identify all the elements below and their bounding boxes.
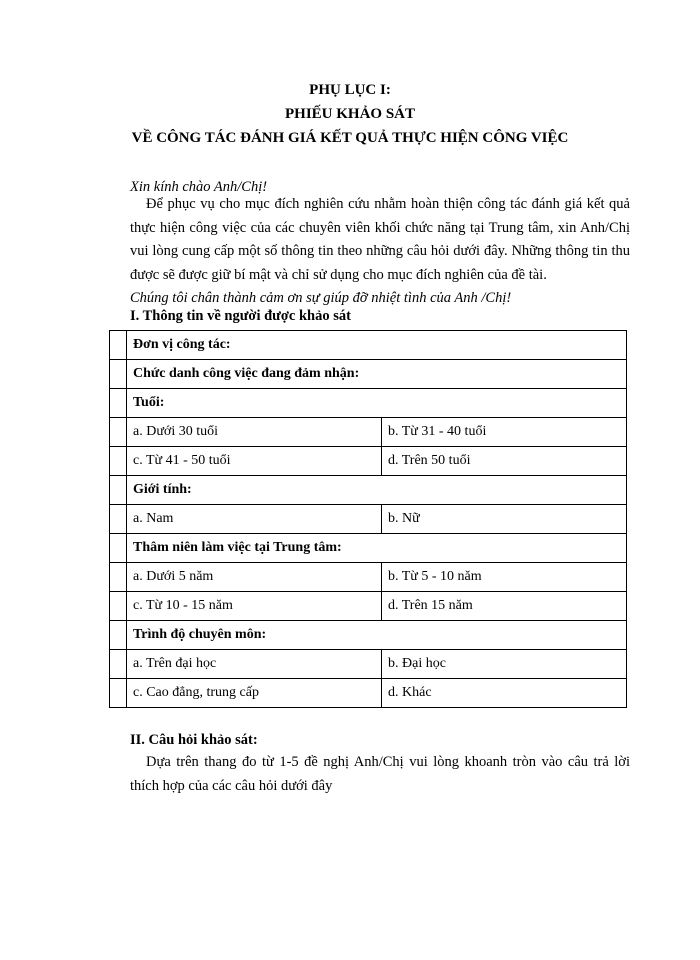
table-row: [110, 592, 627, 621]
row-marker-cell: [110, 621, 127, 650]
age-label: Tuổi:: [127, 389, 627, 418]
age-option-b: b. Từ 31 - 40 tuổi: [382, 418, 627, 447]
table-row: [110, 505, 627, 534]
row-marker-cell: [110, 650, 127, 679]
table-row: [110, 534, 627, 563]
respondent-info-table: [109, 330, 627, 708]
table-row: [110, 679, 627, 708]
age-option-d: d. Trên 50 tuổi: [382, 447, 627, 476]
seniority-option-d: d. Trên 15 năm: [382, 592, 627, 621]
table-row: [110, 360, 627, 389]
seniority-option-a: a. Dưới 5 năm: [127, 563, 382, 592]
unit-label: Đơn vị công tác:: [127, 331, 627, 360]
greeting: Xin kính chào Anh/Chị!: [130, 179, 268, 195]
education-label: Trình độ chuyên môn:: [127, 621, 627, 650]
table-row: [110, 621, 627, 650]
seniority-option-b: b. Từ 5 - 10 năm: [382, 563, 627, 592]
position-label: Chức danh công việc đang đảm nhận:: [127, 360, 627, 389]
table-row: [110, 389, 627, 418]
row-marker-cell: [110, 331, 127, 360]
table-row: [110, 331, 627, 360]
education-option-d: d. Khác: [382, 679, 627, 708]
table-row: [110, 563, 627, 592]
row-marker-cell: [110, 476, 127, 505]
row-marker-cell: [110, 447, 127, 476]
age-option-a: a. Dưới 30 tuổi: [127, 418, 382, 447]
row-marker-cell: [110, 418, 127, 447]
row-marker-cell: [110, 505, 127, 534]
seniority-label: Thâm niên làm việc tại Trung tâm:: [127, 534, 627, 563]
survey-title: PHIẾU KHẢO SÁT: [284, 106, 416, 122]
education-option-b: b. Đại học: [382, 650, 627, 679]
seniority-option-c: c. Từ 10 - 15 năm: [127, 592, 382, 621]
table-row: [110, 650, 627, 679]
gender-option-b: b. Nữ: [382, 505, 627, 534]
row-marker-cell: [110, 679, 127, 708]
survey-subtitle: VỀ CÔNG TÁC ĐÁNH GIÁ KẾT QUẢ THỰC HIỆN CÔNG VIỆC: [131, 130, 569, 146]
thanks-line: Chúng tôi chân thành cảm ơn sự giúp đỡ nhiệt tình của Anh /Chị!: [130, 290, 512, 306]
row-marker-cell: [110, 389, 127, 418]
row-marker-cell: [110, 592, 127, 621]
intro-paragraph: Để phục vụ cho mục đích nghiên cứu nhằm hoàn thiện công tác đánh giá kết quả thực hiện công việc của các chuyên viên khối chức năng tại Trung tâm, xin Anh/Chị vui lòng cung cấp một số thông tin theo những câu hỏi dưới đây. Những thông tin thu được sẽ được giữ bí mật và chỉ sử dụng cho mục đích nghiên của đề tài.: [130, 196, 630, 283]
education-option-c: c. Cao đẳng, trung cấp: [127, 679, 382, 708]
row-marker-cell: [110, 360, 127, 389]
section2-instruction: Dựa trên thang đo từ 1-5 đề nghị Anh/Chị vui lòng khoanh tròn vào câu trả lời thích hợp của các câu hỏi dưới đây: [130, 754, 630, 794]
table-row: [110, 447, 627, 476]
row-marker-cell: [110, 563, 127, 592]
gender-option-a: a. Nam: [127, 505, 382, 534]
education-option-a: a. Trên đại học: [127, 650, 382, 679]
section2-heading: II. Câu hỏi khảo sát:: [130, 732, 258, 748]
section1-heading: I. Thông tin về người được khảo sát: [130, 308, 351, 324]
table-row: [110, 476, 627, 505]
table-row: [110, 418, 627, 447]
age-option-c: c. Từ 41 - 50 tuổi: [127, 447, 382, 476]
appendix-title: PHỤ LỤC I:: [309, 82, 391, 98]
gender-label: Giới tính:: [127, 476, 627, 505]
row-marker-cell: [110, 534, 127, 563]
